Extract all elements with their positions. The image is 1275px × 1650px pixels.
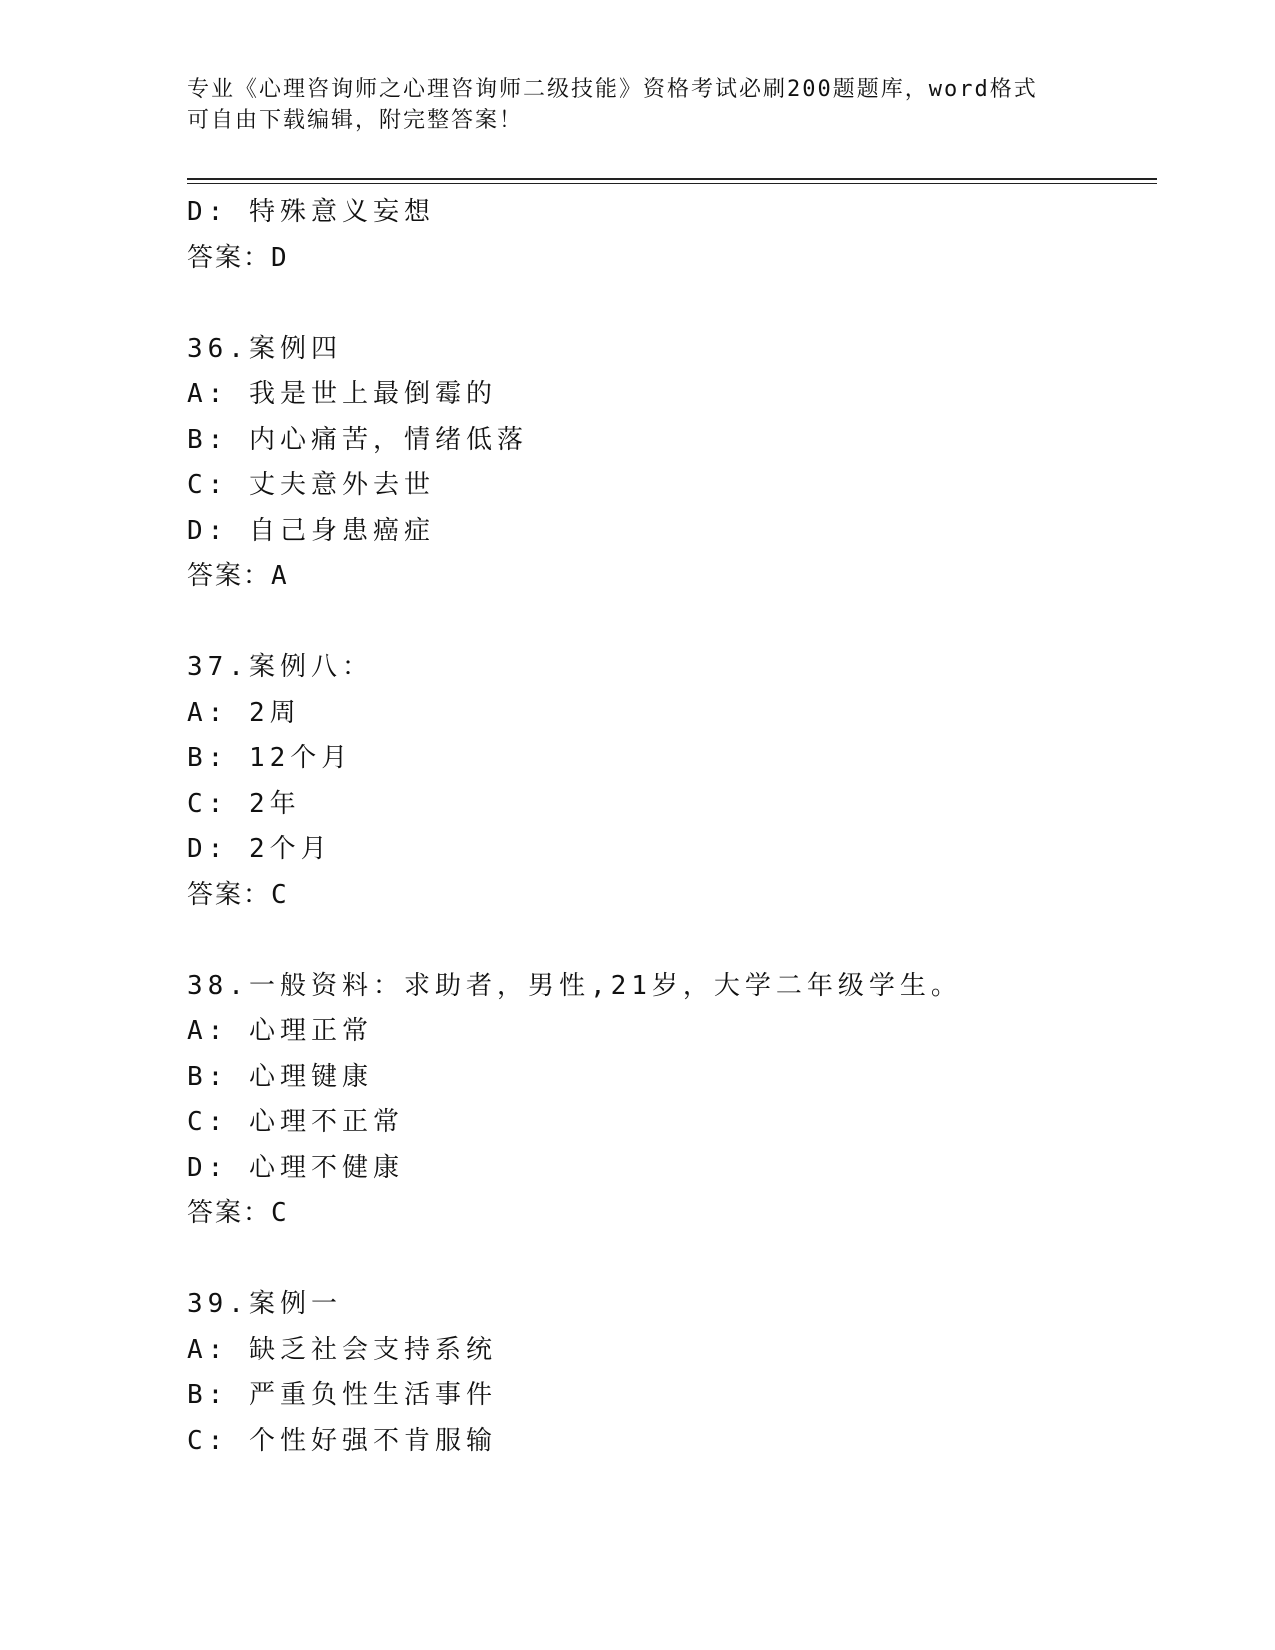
option-d: D: 特殊意义妄想 [187, 197, 435, 227]
option-d: D: 心理不健康 [187, 1152, 404, 1183]
question-title: 37.案例八： [187, 652, 373, 682]
header-divider-thin [187, 183, 1157, 184]
option-a: A: 2周 [187, 697, 301, 728]
option-c: C: 个性好强不肯服输 [187, 1425, 497, 1456]
option-c: C: 心理不正常 [187, 1107, 404, 1137]
question-title: 38.一般资料：求助者，男性,21岁，大学二年级学生。 [187, 970, 962, 1001]
answer: 答案：C [187, 879, 289, 910]
spacer [187, 918, 1157, 964]
answer: 答案：D [187, 242, 289, 273]
header-line-1: 专业《心理咨询师之心理咨询师二级技能》资格考试必刷200题题库，word格式 [187, 77, 1038, 102]
option-b: B: 12个月 [187, 743, 353, 773]
header-line-2: 可自由下载编辑，附完整答案！ [187, 108, 524, 133]
spacer [187, 281, 1157, 327]
option-d: D: 2个月 [187, 834, 332, 864]
answer: 答案：A [187, 561, 289, 591]
option-b: B: 心理键康 [187, 1061, 373, 1092]
question-title: 36.案例四 [187, 333, 342, 364]
option-d: D: 自己身患癌症 [187, 515, 435, 546]
option-b: B: 内心痛苦，情绪低落 [187, 424, 528, 455]
option-a: A: 心理正常 [187, 1016, 373, 1046]
spacer [187, 600, 1157, 646]
answer: 答案：C [187, 1198, 289, 1228]
option-c: C: 2年 [187, 788, 301, 819]
option-a: A: 缺乏社会支持系统 [187, 1334, 497, 1365]
spacer [187, 1237, 1157, 1283]
option-b: B: 严重负性生活事件 [187, 1380, 497, 1410]
document-header [187, 74, 1087, 136]
option-c: C: 丈夫意外去世 [187, 470, 435, 500]
question-list [187, 190, 1157, 1464]
question-title: 39.案例一 [187, 1289, 342, 1319]
option-a: A: 我是世上最倒霉的 [187, 379, 497, 409]
header-divider-thick [187, 178, 1157, 180]
